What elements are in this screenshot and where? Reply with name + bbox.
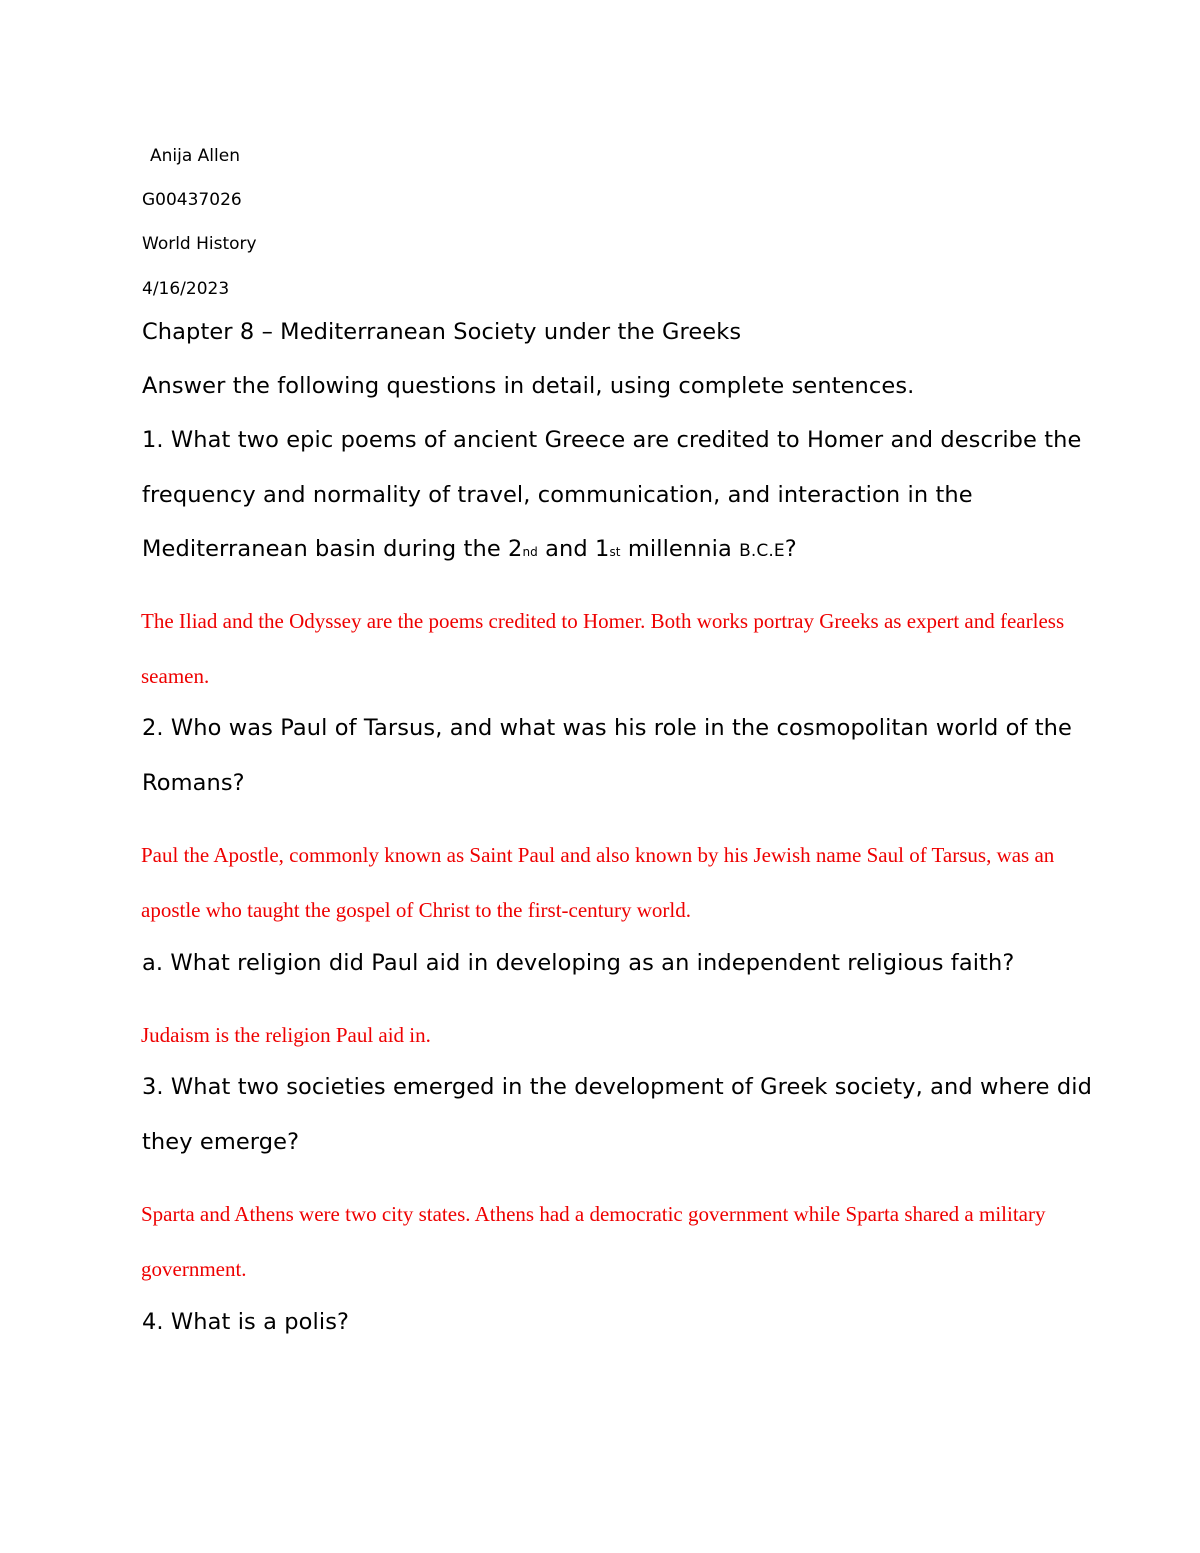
question-1-mid: and 1 — [537, 536, 610, 562]
answer-1: The Iliad and the Odyssey are the poems credited to Homer. Both works portray Greeks as expert and fearless seamen. — [141, 609, 1065, 688]
instructions: Answer the following questions in detail, using complete sentences. — [142, 373, 915, 399]
question-2a: a. What religion did Paul aid in developing as an independent religious faith? — [142, 950, 1015, 976]
superscript-nd: nd — [522, 545, 538, 559]
chapter-title: Chapter 8 – Mediterranean Society under the Greeks — [142, 319, 742, 345]
superscript-st: st — [609, 545, 621, 559]
student-name: Anija Allen — [150, 146, 240, 166]
question-2: 2. Who was Paul of Tarsus, and what was his role in the cosmopolitan world of the Romans? — [142, 715, 1072, 796]
question-3: 3. What two societies emerged in the development of Greek society, and where did they emerge? — [142, 1074, 1092, 1155]
question-1-text: 1. What two epic poems of ancient Greece are credited to Homer and describe the frequency and normality of travel, communication, and interaction in the Mediterranean basin during the 2 — [142, 427, 1082, 562]
question-1-after: millennia — [620, 536, 740, 562]
answer-2a: Judaism is the religion Paul aid in. — [141, 1023, 431, 1047]
date: 4/16/2023 — [142, 279, 230, 299]
question-1-end: ? — [784, 536, 797, 562]
student-id: G00437026 — [142, 190, 242, 210]
question-1 — [142, 413, 1102, 580]
answer-2: Paul the Apostle, commonly known as Saint Paul and also known by his Jewish name Saul of Tarsus, was an apostle who taught the gospel of Christ to the first-century world. — [141, 843, 1055, 922]
question-4: 4. What is a polis? — [142, 1309, 350, 1335]
course-name: World History — [142, 234, 257, 254]
era-abbreviation: B.C.E — [739, 541, 785, 561]
answer-3: Sparta and Athens were two city states. Athens had a democratic government while Sparta shared a military government. — [141, 1202, 1046, 1281]
